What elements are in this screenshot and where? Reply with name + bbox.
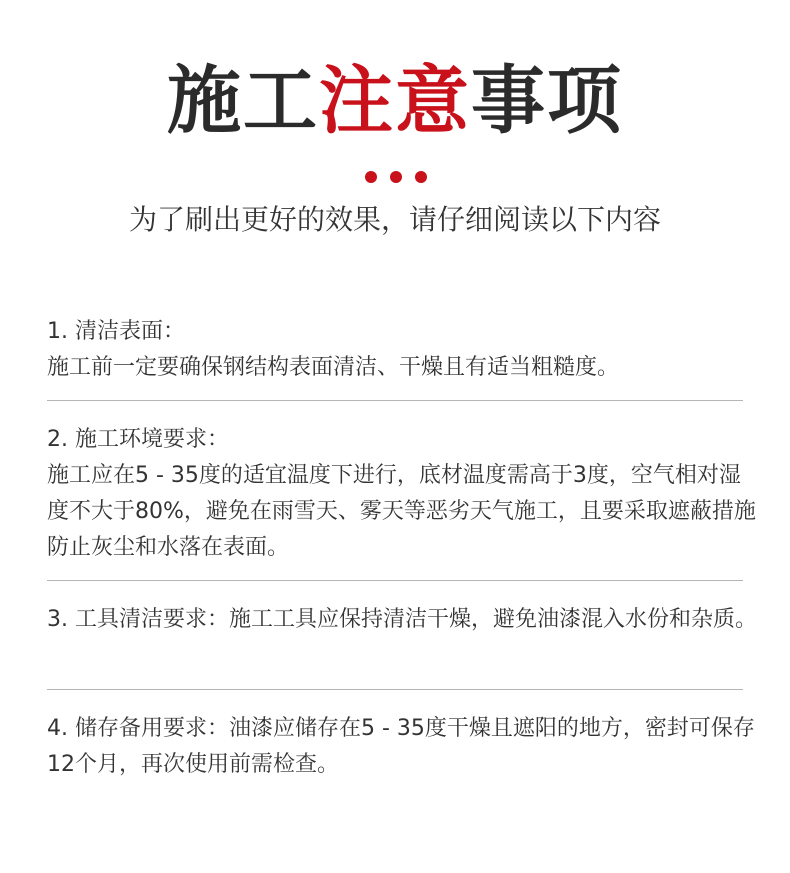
section-clean-surface xyxy=(47,314,757,386)
page-title xyxy=(0,56,790,146)
dot-icon xyxy=(390,171,402,183)
section-body: 3. 工具清洁要求：施工工具应保持清洁干燥，避免油漆混入水份和杂质。 xyxy=(47,607,757,632)
decorative-dots xyxy=(365,170,427,184)
dot-icon xyxy=(415,171,427,183)
section-heading: 2. 施工环境要求： xyxy=(47,427,229,452)
title-part-1: 施工 xyxy=(167,58,319,144)
section-body: 4. 储存备用要求：油漆应储存在5 - 35度干燥且遮阳的地方，密封可保存12个月，再次使用前需检查。 xyxy=(47,716,755,777)
title-part-2: 事项 xyxy=(471,58,623,144)
title-highlight: 注意 xyxy=(319,58,471,144)
divider xyxy=(47,580,743,581)
section-tools xyxy=(47,602,757,638)
section-body: 施工应在5 - 35度的适宜温度下进行，底材温度需高于3度，空气相对湿度不大于80%，避免在雨雪天、雾天等恶劣天气施工，且要采取遮蔽措施防止灰尘和水落在表面。 xyxy=(47,463,756,560)
divider xyxy=(47,400,743,401)
section-heading: 1. 清洁表面： xyxy=(47,319,185,344)
subtitle: 为了刷出更好的效果，请仔细阅读以下内容 xyxy=(128,203,661,236)
dot-icon xyxy=(365,171,377,183)
section-environment xyxy=(47,422,757,566)
section-body: 施工前一定要确保钢结构表面清洁、干燥且有适当粗糙度。 xyxy=(47,355,620,380)
divider xyxy=(47,689,743,690)
section-storage xyxy=(47,711,757,783)
